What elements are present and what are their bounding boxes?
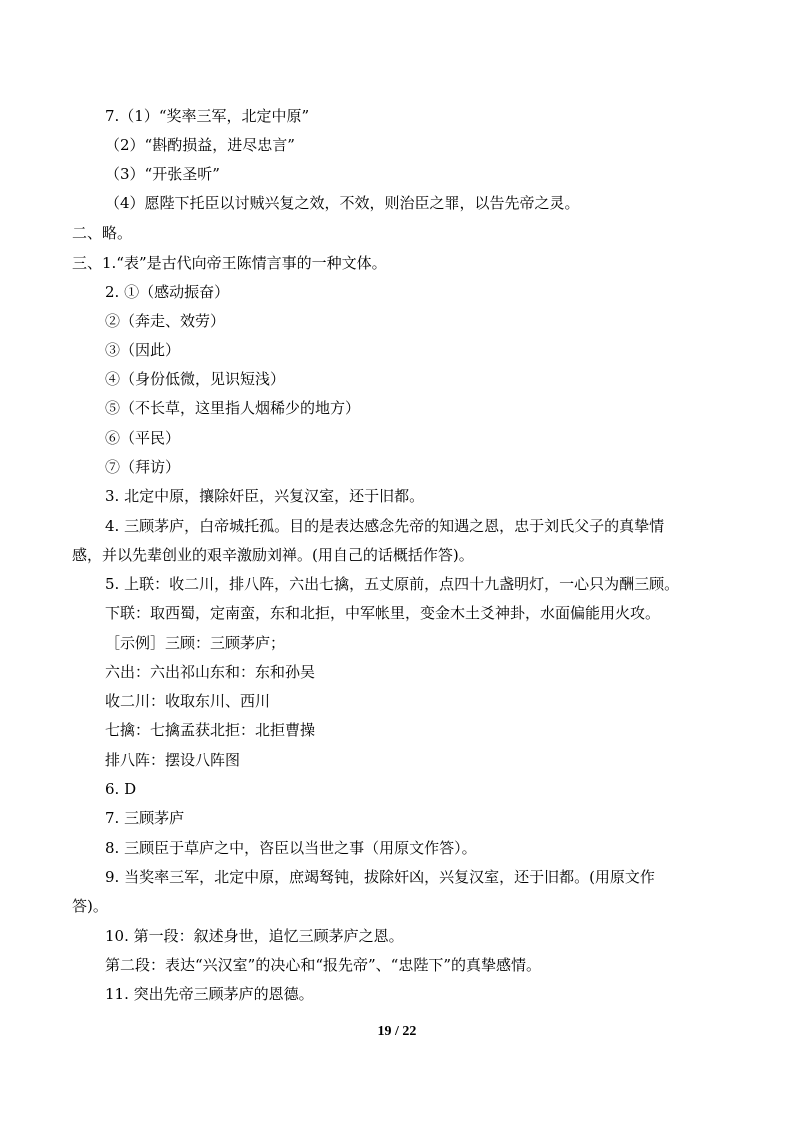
- answer-5-example: ［示例］三顾：三顾茅庐；: [105, 634, 286, 652]
- section-3-heading: 三、1.“表”是古代向帝王陈情言事的一种文体。: [72, 254, 387, 272]
- answer-5-upper-couplet: 5. 上联：收二川，排八阵，六出七擒，五丈原前，点四十九盏明灯，一心只为酬三顾。: [105, 575, 680, 593]
- answer-4-line-2: 感，并以先辈创业的艰辛激励刘禅。(用自己的话概括作答)。: [72, 546, 474, 564]
- answer-5-note-2: 收二川：收取东川、西川: [105, 692, 271, 710]
- answer-6: 6. D: [105, 780, 137, 798]
- answer-7-item-3: （3）“开张圣听”: [105, 165, 220, 183]
- answer-2-circled-6: ⑥（平民）: [105, 429, 181, 447]
- answer-2-circled-5: ⑤（不长草，这里指人烟稀少的地方）: [105, 399, 361, 417]
- answer-5-note-3: 七擒：七擒孟获北拒：北拒曹操: [105, 721, 316, 739]
- answer-2-circled-1: 2. ①（感动振奋）: [105, 283, 230, 301]
- answer-4-line-1: 4. 三顾茅庐，白帝城托孤。目的是表达感念先帝的知遇之恩，忠于刘氏父子的真挚情: [105, 517, 665, 535]
- answer-3: 3. 北定中原，攘除奸臣，兴复汉室，还于旧都。: [105, 487, 425, 505]
- section-2-heading: 二、略。: [72, 224, 133, 242]
- answer-5-note-4: 排八阵：摆设八阵图: [105, 751, 241, 769]
- answer-2-circled-7: ⑦（拜访）: [105, 458, 181, 476]
- answer-10-paragraph-2: 第二段：表达“兴汉室”的决心和“报先帝”、“忠陛下”的真挚感情。: [105, 956, 542, 974]
- answer-7-item-2: （2）“斟酌损益，进尽忠言”: [105, 136, 295, 154]
- answer-8: 8. 三顾臣于草庐之中，咨臣以当世之事（用原文作答）。: [105, 839, 477, 857]
- answer-7-item-4: （4）愿陛下托臣以讨贼兴复之效，不效，则治臣之罪，以告先帝之灵。: [105, 194, 580, 212]
- answer-9-line-1: 9. 当奖率三军，北定中原，庶竭驽钝，拔除奸凶，兴复汉室，还于旧都。(用原文作: [105, 868, 655, 886]
- answer-11: 11. 突出先帝三顾茅庐的恩德。: [105, 985, 314, 1003]
- answer-2-circled-4: ④（身份低微，见识短浅）: [105, 370, 286, 388]
- answer-10-paragraph-1: 10. 第一段：叙述身世，追忆三顾茅庐之恩。: [105, 927, 404, 945]
- answer-2-circled-3: ③（因此）: [105, 341, 181, 359]
- answer-5-note-1: 六出：六出祁山东和：东和孙吴: [105, 663, 316, 681]
- page-number: 19 / 22: [377, 1024, 417, 1039]
- answer-7: 7. 三顾茅庐: [105, 809, 185, 827]
- answer-5-lower-couplet: 下联：取西蜀，定南蛮，东和北拒，中军帐里，变金木土爻神卦，水面偏能用火攻。: [105, 604, 661, 622]
- answer-2-circled-2: ②（奔走、效劳）: [105, 312, 226, 330]
- answer-7-heading: 7.（1）“奖率三军，北定中原”: [105, 107, 310, 125]
- answer-9-line-2: 答)。: [72, 897, 108, 915]
